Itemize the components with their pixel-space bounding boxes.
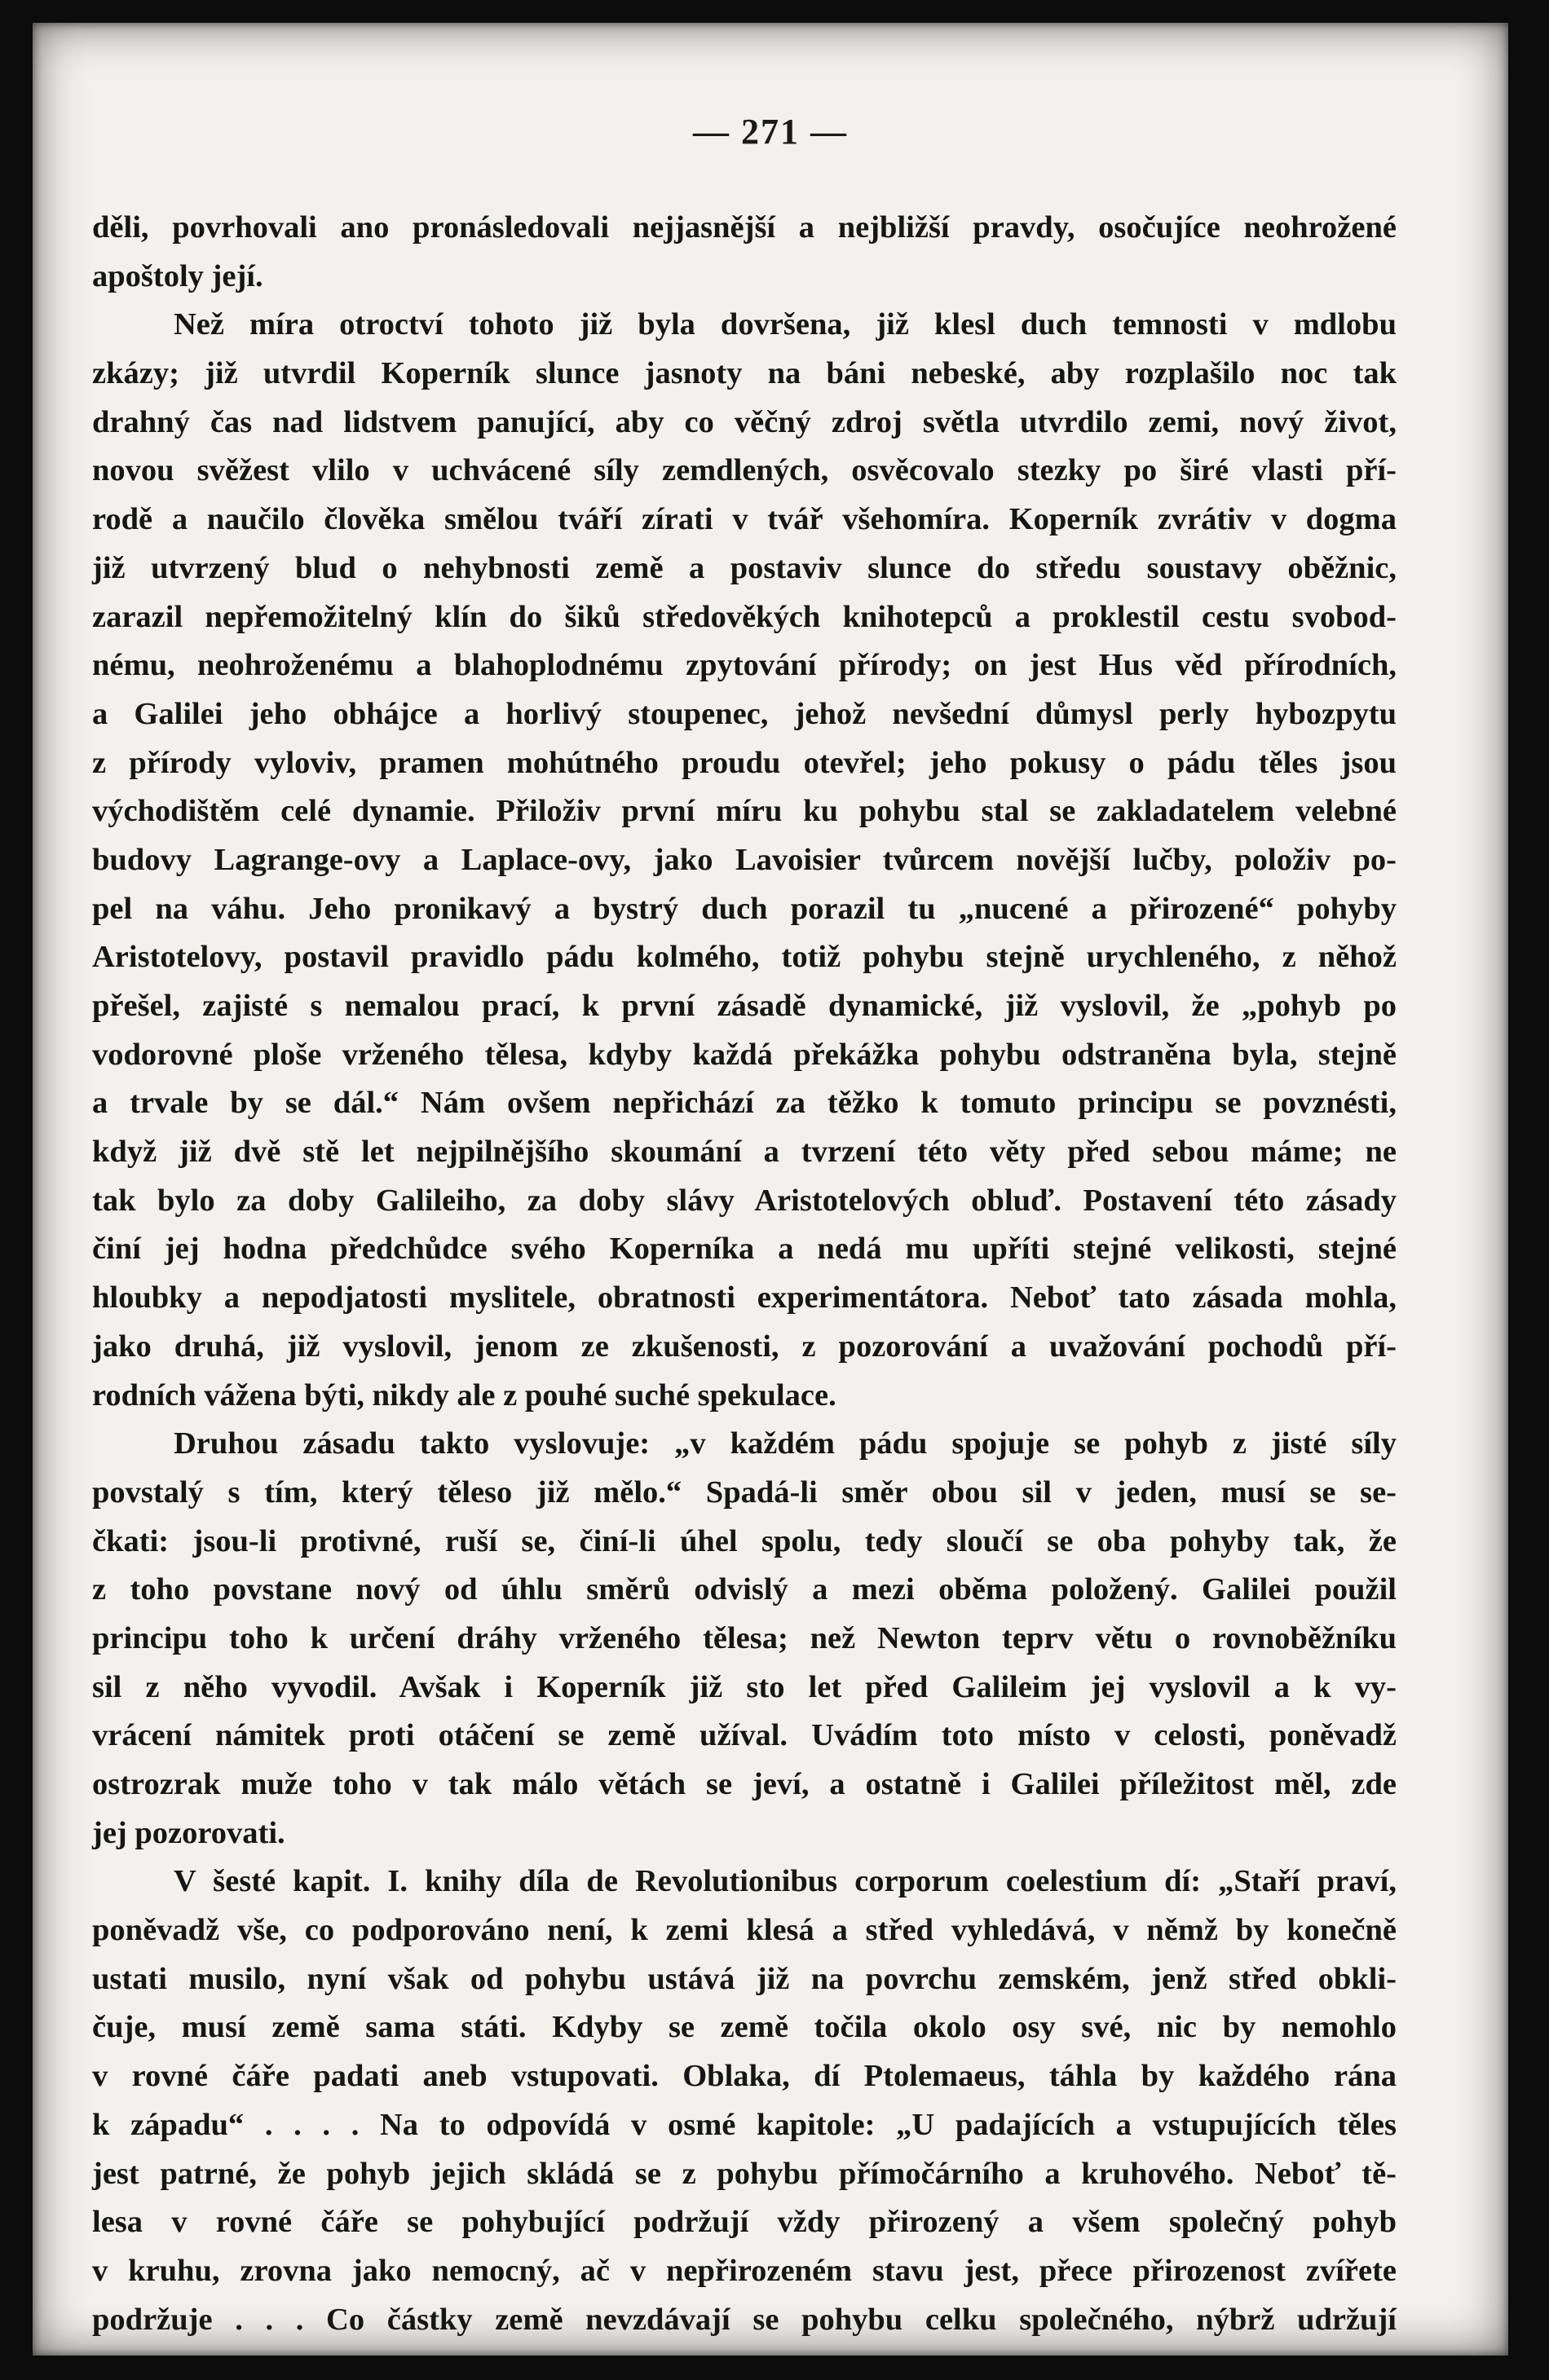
book-page xyxy=(33,23,1508,2356)
page-number: — 271 — xyxy=(693,112,848,152)
text-line: děli, povrhovali ano pronásledovali nejjasnější a nejbližší pravdy, osočujíce neohrožené xyxy=(92,210,1397,245)
text-line: zkázy; již utvrdil Koperník slunce jasnoty na báni nebeské, aby rozplašilo noc tak xyxy=(92,356,1397,391)
text-line: nému, neohroženému a blahoplodnému zpytování přírody; on jest Hus věd přírodních, xyxy=(92,648,1397,683)
text-line: když již dvě stě let nejpilnějšího skoumání a tvrzení této věty před sebou máme; ne xyxy=(92,1135,1397,1170)
text-line: jako druhá, již vyslovil, jenom ze zkušenosti, z pozorování a uvažování pochodů pří- xyxy=(92,1329,1397,1364)
text-line: hloubky a nepodjatosti myslitele, obratnosti experimentátora. Neboť tato zásada mohla, xyxy=(92,1280,1397,1316)
text-line: východištěm celé dynamie. Přiloživ první míru ku pohybu stal se zakladatelem velebné xyxy=(92,794,1397,829)
text-line: ustati musilo, nyní však od pohybu ustává již na povrchu zemském, jenž střed obkli- xyxy=(92,1961,1397,1996)
text-line: vrácení námitek proti otáčení se země užíval. Uvádím toto místo v celosti, poněvadž xyxy=(92,1718,1397,1753)
text-line: z toho povstane nový od úhlu směrů odvislý a mezi oběma položený. Galilei použil xyxy=(92,1572,1397,1607)
text-line: k západu“ . . . . Na to odpovídá v osmé kapitole: „U padajících a vstupujících těles xyxy=(92,2107,1397,2142)
text-line: jej pozorovati. xyxy=(92,1815,285,1850)
text-line: poněvadž vše, co podporováno není, k zemi klesá a střed vyhledává, v němž by konečně xyxy=(92,1913,1397,1948)
text-line: sil z něho vyvodil. Avšak i Koperník již sto let před Galileim jej vyslovil a k vy- xyxy=(92,1669,1397,1704)
text-line: podržuje . . . Co částky země nevzdávají se pohybu celku společného, nýbrž udržují xyxy=(92,2302,1397,2337)
text-line: již utvrzený blud o nehybnosti země a postaviv slunce do středu soustavy oběžnic, xyxy=(92,550,1397,585)
text-line: rodě a naučilo člověka smělou tváří zírati v tvář všehomíra. Koperník zvrátiv v dogma xyxy=(92,502,1397,537)
text-line: Druhou zásadu takto vyslovuje: „v každém pádu spojuje se pohyb z jisté síly xyxy=(174,1426,1397,1461)
body-text xyxy=(92,204,1397,2344)
text-line: budovy Lagrange-ovy a Laplace-ovy, jako Lavoisier tvůrcem novější lučby, položiv po- xyxy=(92,842,1397,877)
text-line: v kruhu, zrovna jako nemocný, ač v nepřirozeném stavu jest, přece přirozenost zvířete xyxy=(92,2253,1397,2288)
text-line: Než míra otroctví tohoto již byla dovršena, již klesl duch temnosti v mdlobu xyxy=(174,307,1397,342)
text-line: a trvale by se dál.“ Nám ovšem nepřichází za těžko k tomuto principu se povznésti, xyxy=(92,1086,1397,1121)
text-line: činí jej hodna předchůdce svého Koperníka a nedá mu upříti stejné velikosti, stejné xyxy=(92,1232,1397,1267)
text-line: povstalý s tím, který těleso již mělo.“ Spadá-li směr obou sil v jeden, musí se se- xyxy=(92,1474,1397,1510)
text-line: jest patrné, že pohyb jejich skládá se z pohybu přímočárního a kruhového. Neboť tě- xyxy=(92,2156,1397,2191)
text-line: rodních vážena býti, nikdy ale z pouhé suché spekulace. xyxy=(92,1377,836,1413)
text-line: Aristotelovy, postavil pravidlo pádu kolmého, totiž pohybu stejně urychleného, z něhož xyxy=(92,940,1397,975)
text-line: čuje, musí země sama státi. Kdyby se země točila okolo osy své, nic by nemohlo xyxy=(92,2010,1397,2045)
text-line: V šesté kapit. I. knihy díla de Revolutionibus corporum coelestium dí: „Staří praví, xyxy=(174,1864,1397,1899)
text-line: přešel, zajisté s nemalou prací, k první zásadě dynamické, již vyslovil, že „pohyb po xyxy=(92,989,1397,1023)
text-line: vodorovné ploše vrženého tělesa, kdyby každá překážka pohybu odstraněna byla, stejně xyxy=(92,1037,1397,1072)
text-line: ostrozrak muže toho v tak málo větách se jeví, a ostatně i Galilei příležitost měl, zde xyxy=(92,1767,1397,1801)
text-line: zarazil nepřemožitelný klín do šiků středověkých knihotepců a proklestil cestu svobod- xyxy=(92,599,1397,634)
text-line: čkati: jsou-li protivné, ruší se, činí-li úhel spolu, tedy sloučí se oba pohyby tak, že xyxy=(92,1523,1397,1558)
text-line: v rovné čáře padati aneb vstupovati. Oblaka, dí Ptolemaeus, táhla by každého rána xyxy=(92,2059,1397,2094)
text-line: tak bylo za doby Galileiho, za doby slávy Aristotelových obluď. Postavení této zásady xyxy=(92,1183,1397,1218)
text-line: apoštoly její. xyxy=(92,258,263,293)
text-line: z přírody vyloviv, pramen mohútného proudu otevřel; jeho pokusy o pádu těles jsou xyxy=(92,745,1397,780)
text-line: drahný čas nad lidstvem panující, aby co věčný zdroj světla utvrdilo zemi, nový život, xyxy=(92,404,1397,439)
text-line: novou svěžest vlilo v uchvácené síly zemdlených, osvěcovalo stezky po širé vlasti pří- xyxy=(92,453,1397,488)
text-line: a Galilei jeho obhájce a horlivý stoupenec, jehož nevšední důmysl perly hybozpytu xyxy=(92,696,1397,731)
text-line: pel na váhu. Jeho pronikavý a bystrý duch porazil tu „nucené a přirozené“ pohyby xyxy=(92,891,1397,926)
text-line: lesa v rovné čáře se pohybující podržují vždy přirozený a všem společný pohyb xyxy=(92,2205,1397,2240)
text-line: principu toho k určení dráhy vrženého tělesa; než Newton teprv větu o rovnoběžníku xyxy=(92,1620,1397,1655)
